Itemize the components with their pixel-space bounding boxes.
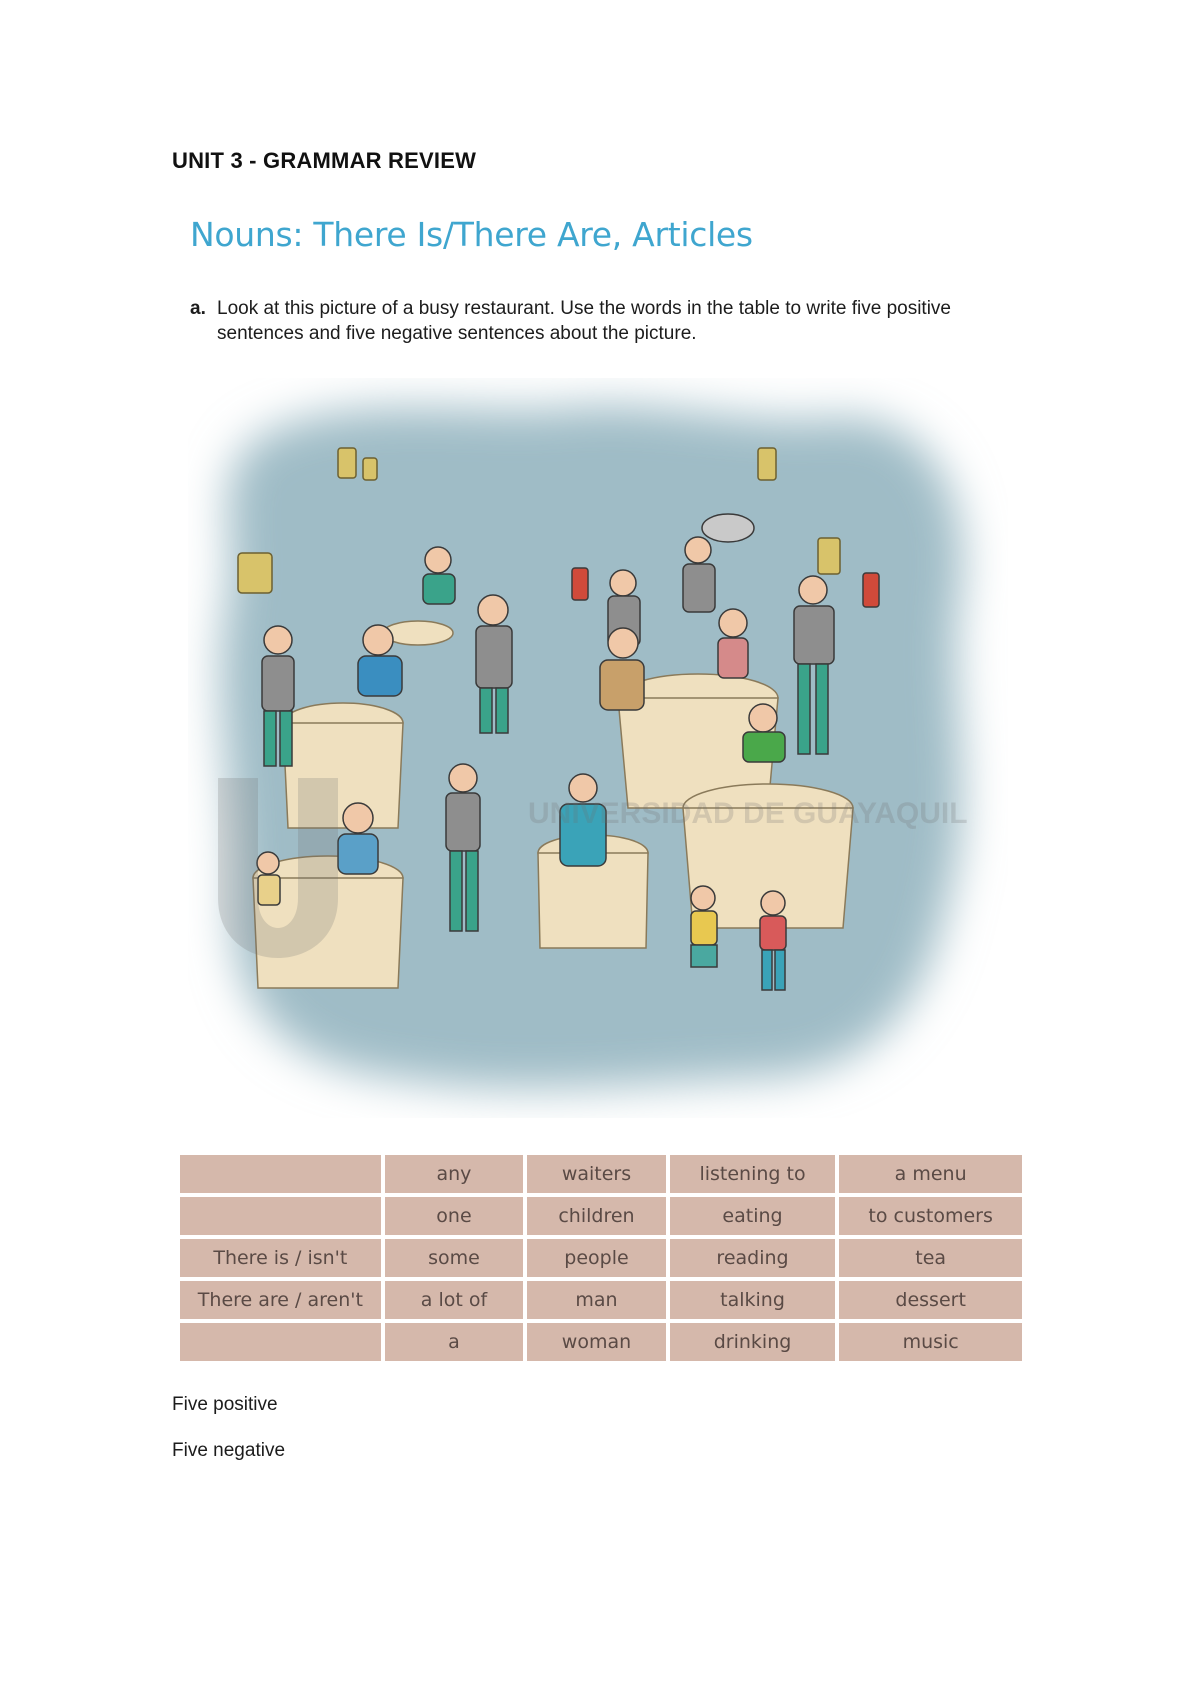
table-cell: listening to — [670, 1155, 836, 1193]
table-row — [180, 1197, 1022, 1235]
table-cell — [180, 1155, 381, 1193]
five-negative-label: Five negative — [172, 1440, 286, 1461]
table-cell: music — [839, 1323, 1022, 1361]
five-positive-label: Five positive — [172, 1394, 278, 1415]
table-cell: talking — [670, 1281, 836, 1319]
table-cell: eating — [670, 1197, 836, 1235]
table-cell: drinking — [670, 1323, 836, 1361]
table-cell: dessert — [839, 1281, 1022, 1319]
instruction — [190, 296, 1040, 346]
table-cell: a menu — [839, 1155, 1022, 1193]
table-cell: a lot of — [385, 1281, 524, 1319]
table-row — [180, 1239, 1022, 1277]
table-row — [180, 1323, 1022, 1361]
table-cell: waiters — [527, 1155, 666, 1193]
instruction-label: a. — [190, 298, 206, 319]
table-cell: tea — [839, 1239, 1022, 1277]
table-cell: woman — [527, 1323, 666, 1361]
table-cell: people — [527, 1239, 666, 1277]
restaurant-illustration — [188, 378, 1008, 1118]
instruction-text: Look at this picture of a busy restaurant. Use the words in the table to write five positive sentences and five negative sentences about the picture. — [217, 298, 951, 344]
table-cell: any — [385, 1155, 524, 1193]
watermark-line-1: UNIVERSIDAD DE GUAYAQUIL — [528, 797, 968, 830]
table-cell: one — [385, 1197, 524, 1235]
table-cell — [180, 1323, 381, 1361]
table-cell: There are / aren't — [180, 1281, 381, 1319]
table-cell: reading — [670, 1239, 836, 1277]
table-row — [180, 1155, 1022, 1193]
table-cell — [180, 1197, 381, 1235]
table-row — [180, 1281, 1022, 1319]
table-cell: to customers — [839, 1197, 1022, 1235]
table-cell: man — [527, 1281, 666, 1319]
table-cell: a — [385, 1323, 524, 1361]
table-cell: some — [385, 1239, 524, 1277]
table-cell: children — [527, 1197, 666, 1235]
word-table — [176, 1151, 1026, 1365]
table-cell: There is / isn't — [180, 1239, 381, 1277]
restaurant-scene-illustration — [188, 378, 1008, 1118]
unit-title: UNIT 3 - GRAMMAR REVIEW — [172, 148, 477, 173]
section-heading: Nouns: There Is/There Are, Articles — [190, 215, 753, 254]
